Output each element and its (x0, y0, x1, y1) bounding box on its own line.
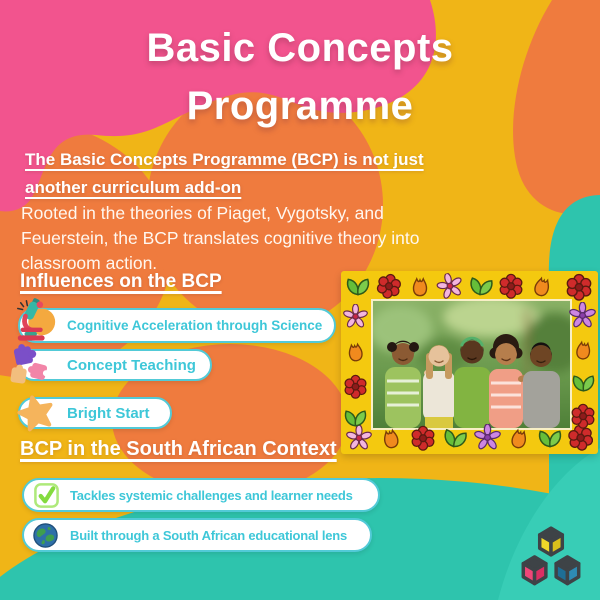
list-item-bright-start (18, 397, 172, 429)
list-item-cognitive-acceleration (18, 308, 336, 343)
puzzle-icon (7, 342, 55, 390)
photo-frame (341, 271, 598, 454)
list-item-concept-teaching (18, 349, 212, 381)
checkbox-icon (33, 482, 60, 509)
headline: The Basic Concepts Programme (BCP) is not just another curriculum add-on (25, 150, 424, 197)
microscope-icon (13, 297, 59, 343)
cubes-logo-icon (512, 521, 590, 599)
flower-border (341, 271, 598, 454)
star-icon (16, 393, 56, 433)
list-item-label: Cognitive Acceleration through Science (67, 318, 323, 333)
page-title-line2: Programme (186, 84, 414, 128)
intro-paragraph: Rooted in the theories of Piaget, Vygotsky, and Feuerstein, the BCP translates cognitive theory into classroom action. (21, 203, 420, 273)
list-item-label: Bright Start (67, 404, 150, 422)
page-title-line1: Basic Concepts (146, 26, 454, 70)
list-item-label: Built through a South African educational lens (70, 527, 348, 543)
page-title (0, 19, 600, 135)
list-item-systemic-challenges (22, 478, 380, 512)
list-item-label: Tackles systemic challenges and learner needs (70, 487, 353, 503)
list-item-sa-lens (22, 518, 372, 552)
section-heading-sa-context: BCP in the South African Context (20, 438, 337, 460)
list-item-label: Concept Teaching (67, 356, 196, 374)
globe-icon (32, 522, 59, 549)
section-heading-influences: Influences on the BCP (20, 271, 222, 292)
